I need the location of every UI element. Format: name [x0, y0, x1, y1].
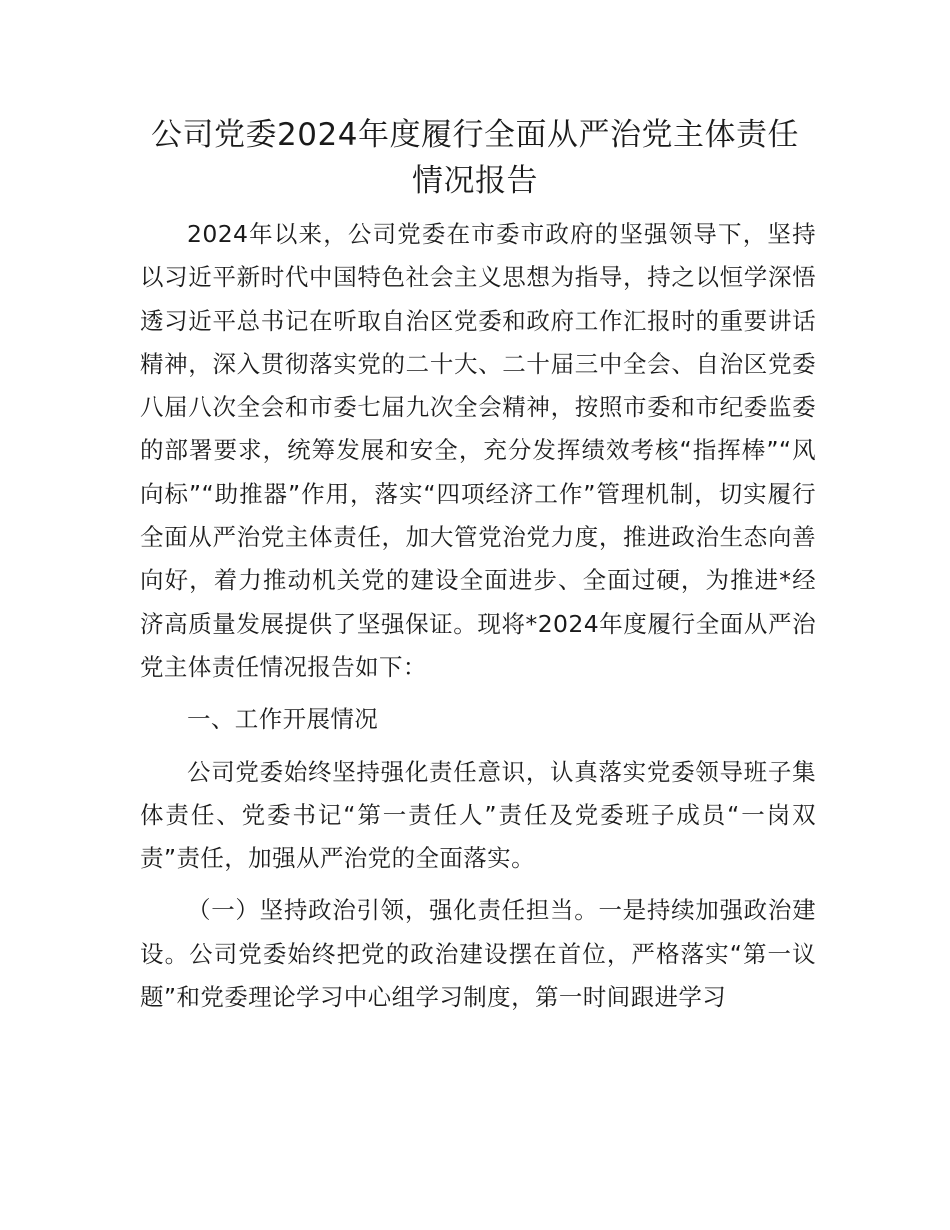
section-heading: 一、工作开展情况 — [187, 705, 379, 734]
document-title: 公司党委2024年度履行全面从严治党主体责任情况报告 — [151, 117, 799, 199]
document-body — [140, 213, 816, 1019]
body-paragraph: 公司党委始终坚持强化责任意识，认真落实党委领导班子集体责任、党委书记“第一责任人”责任及党委班子成员“一岗双责”责任，加强从严治党的全面落实。 — [140, 757, 816, 873]
subsection-paragraph: （一）坚持政治引领，强化责任担当。一是持续加强政治建设。公司党委始终把党的政治建设摆在首位，严格落实“第一议题”和党委理论学习中心组学习制度，第一时间跟进学习 — [140, 896, 816, 1012]
intro-paragraph: 2024年以来，公司党委在市委市政府的坚强领导下，坚持以习近平新时代中国特色社会主义思想为指导，持之以恒学深悟透习近平总书记在听取自治区党委和政府工作汇报时的重要讲话精神，深入贯彻落实党的二十大、二十届三中全会、自治区党委八届八次全会和市委七届九次全会精神，按照市委和市纪委监委的部署要求，统筹发展和安全，充分发挥绩效考核“指挥棒”“风向标”“助推器”作用，落实“四项经济工作”管理机制，切实履行全面从严治党主体责任，加大管党治党力度，推进政治生态向善向好，着力推动机关党的建设全面进步、全面过硬，为推进*经济高质量发展提供了坚强保证。现将*2024年度履行全面从严治党主体责任情况报告如下： — [140, 220, 816, 681]
